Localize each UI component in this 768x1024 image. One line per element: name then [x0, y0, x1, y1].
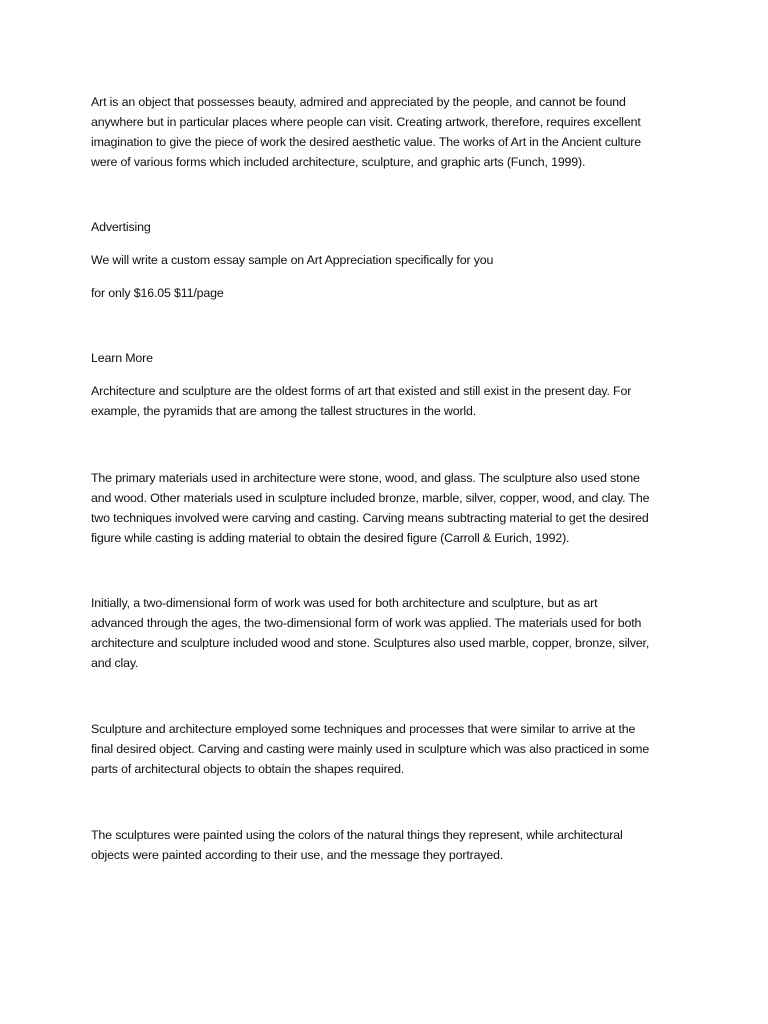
text-line: two techniques involved were carving and casting. Carving means subtracting material to get the desired: [91, 510, 649, 525]
text-line: Art is an object that possesses beauty, admired and appreciated by the people, and cannot be found: [91, 95, 626, 109]
paragraph-custom-essay-offer: [91, 251, 691, 271]
text-line: advanced through the ages, the two-dimensional form of work was applied. The materials used for both: [91, 615, 642, 630]
text-line: Learn More: [91, 351, 153, 365]
text-line: anywhere but in particular places where people can visit. Creating artwork, therefore, requires excellent: [91, 114, 641, 129]
paragraph-painting: [91, 826, 691, 866]
paragraph-price: [91, 284, 691, 304]
text-line: Initially, a two-dimensional form of work was used for both architecture and sculpture, but as art: [91, 596, 598, 610]
text-line: The primary materials used in architecture were stone, wood, and glass. The sculpture also used stone: [91, 471, 640, 485]
text-line: Advertising: [91, 220, 151, 234]
paragraph-oldest-forms: [91, 382, 691, 422]
text-line: parts of architectural objects to obtain the shapes required.: [91, 761, 405, 776]
text-line: and clay.: [91, 655, 139, 670]
paragraph-techniques: [91, 720, 691, 780]
paragraph-art-intro: [91, 93, 691, 173]
text-line: objects were painted according to their use, and the message they portrayed.: [91, 847, 504, 862]
text-line: imagination to give the piece of work the desired aesthetic value. The works of Art in the Ancient culture: [91, 134, 642, 149]
paragraph-two-dimensional: [91, 594, 691, 674]
text-line: figure while casting is adding material to obtain the desired figure (Carroll & Eurich, 1992).: [91, 530, 570, 545]
paragraph-learn-more: [91, 349, 691, 369]
text-line: architecture and sculpture included wood and stone. Sculptures also used marble, copper, bronze, silver,: [91, 635, 650, 650]
text-line: and wood. Other materials used in sculpture included bronze, marble, silver, copper, wood, and clay. The: [91, 490, 650, 505]
text-line: example, the pyramids that are among the tallest structures in the world.: [91, 403, 477, 418]
text-line: final desired object. Carving and casting were mainly used in sculpture which was also practiced in some: [91, 741, 650, 756]
text-line: for only $16.05 $11/page: [91, 286, 224, 300]
paragraph-materials: [91, 469, 691, 549]
text-line: The sculptures were painted using the colors of the natural things they represent, while architectural: [91, 828, 623, 842]
paragraph-advertising-label: [91, 218, 691, 238]
text-line: Sculpture and architecture employed some techniques and processes that were similar to arrive at the: [91, 722, 636, 736]
text-line: We will write a custom essay sample on Art Appreciation specifically for you: [91, 253, 494, 267]
text-line: Architecture and sculpture are the oldest forms of art that existed and still exist in the present day. For: [91, 384, 632, 398]
text-line: were of various forms which included architecture, sculpture, and graphic arts (Funch, 1999).: [91, 154, 586, 169]
